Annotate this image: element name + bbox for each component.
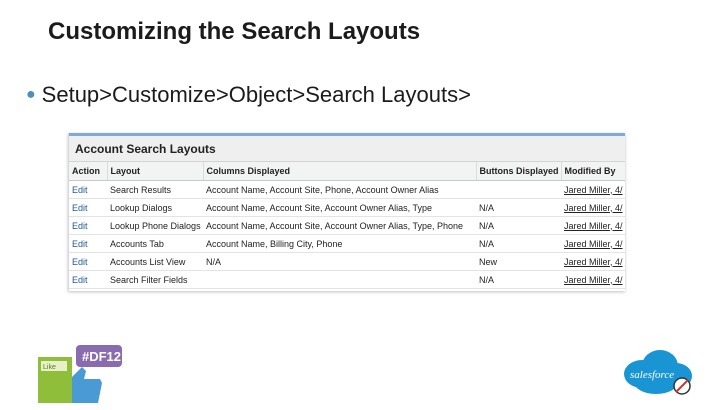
bullet-path <box>26 82 471 108</box>
columns-displayed: N/A <box>203 253 476 271</box>
badge-hashtag-text: #DF12 <box>82 349 122 364</box>
buttons-displayed: N/A <box>476 271 561 289</box>
column-header: Action <box>69 162 107 181</box>
thumbs-up-icon <box>72 367 102 403</box>
table-row <box>69 235 625 253</box>
modified-by-link[interactable]: Jared Miller, 4/ <box>561 199 625 217</box>
column-header: Layout <box>107 162 203 181</box>
badge-like-text: Like <box>43 364 56 371</box>
layout-name: Lookup Phone Dialogs <box>107 217 203 235</box>
columns-displayed: Account Name, Account Site, Phone, Account Owner Alias <box>203 181 476 199</box>
salesforce-logo-text: salesforce <box>630 369 675 381</box>
table-header-row <box>69 162 625 181</box>
columns-displayed: Account Name, Account Site, Account Owner Alias, Type <box>203 199 476 217</box>
edit-link[interactable]: Edit <box>69 271 107 289</box>
buttons-displayed: N/A <box>476 217 561 235</box>
columns-displayed: Account Name, Billing City, Phone <box>203 235 476 253</box>
buttons-displayed: N/A <box>476 235 561 253</box>
edit-link[interactable]: Edit <box>69 181 107 199</box>
edit-link[interactable]: Edit <box>69 199 107 217</box>
table-row <box>69 217 625 235</box>
table-row <box>69 199 625 217</box>
slide-title: Customizing the Search Layouts <box>48 18 421 45</box>
edit-link[interactable]: Edit <box>69 253 107 271</box>
panel-title: Account Search Layouts <box>69 133 625 162</box>
search-layouts-panel <box>68 133 625 291</box>
column-header: Buttons Displayed <box>476 162 561 181</box>
bullet-dot: ● <box>26 86 36 103</box>
columns-displayed: Account Name, Account Site, Account Owner Alias, Type, Phone <box>203 217 476 235</box>
edit-link[interactable]: Edit <box>69 217 107 235</box>
edit-link[interactable]: Edit <box>69 235 107 253</box>
buttons-displayed <box>476 181 561 199</box>
bullet-text: Setup>Customize>Object>Search Layouts> <box>41 82 471 107</box>
table-row <box>69 253 625 271</box>
dreamforce-badge-icon <box>36 343 136 405</box>
column-header: Columns Displayed <box>203 162 476 181</box>
columns-displayed <box>203 271 476 289</box>
search-layouts-table <box>69 162 625 289</box>
modified-by-link[interactable]: Jared Miller, 4/ <box>561 253 625 271</box>
layout-name: Search Filter Fields <box>107 271 203 289</box>
layout-name: Search Results <box>107 181 203 199</box>
buttons-displayed: New <box>476 253 561 271</box>
layout-name: Accounts Tab <box>107 235 203 253</box>
table-row <box>69 181 625 199</box>
modified-by-link[interactable]: Jared Miller, 4/ <box>561 181 625 199</box>
layout-name: Accounts List View <box>107 253 203 271</box>
buttons-displayed: N/A <box>476 199 561 217</box>
salesforce-cloud-logo-icon <box>620 346 694 396</box>
modified-by-link[interactable]: Jared Miller, 4/ <box>561 271 625 289</box>
modified-by-link[interactable]: Jared Miller, 4/ <box>561 217 625 235</box>
modified-by-link[interactable]: Jared Miller, 4/ <box>561 235 625 253</box>
layout-name: Lookup Dialogs <box>107 199 203 217</box>
table-row <box>69 271 625 289</box>
column-header: Modified By <box>561 162 625 181</box>
